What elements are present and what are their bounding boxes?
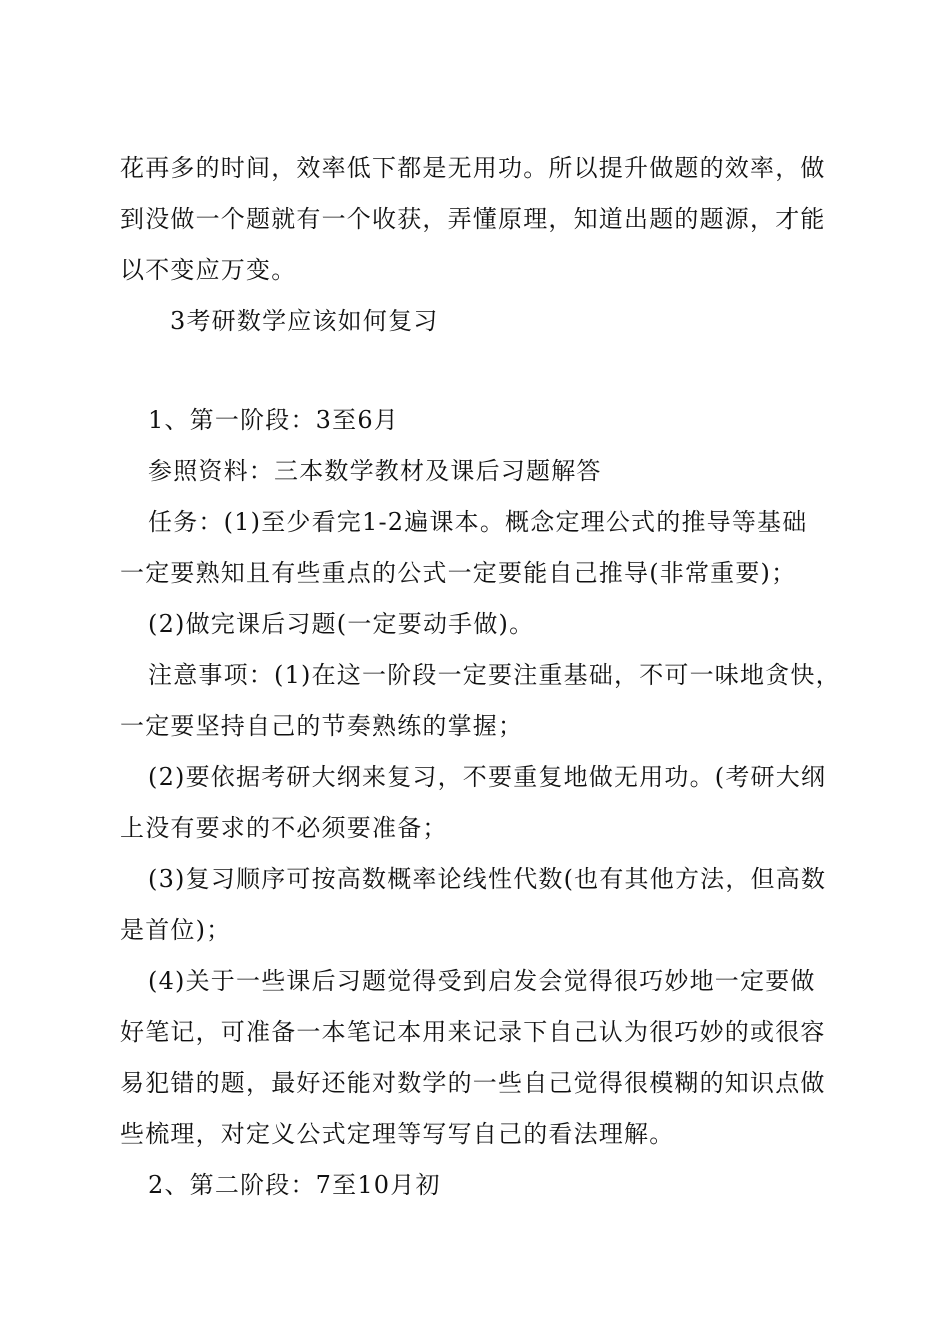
stage-heading: 1、第一阶段：3至6月: [148, 406, 400, 434]
paragraph-line: 易犯错的题，最好还能对数学的一些自己觉得很模糊的知识点做: [120, 1069, 826, 1097]
paragraph-line: 上没有要求的不必须要准备；: [120, 814, 448, 842]
paragraph-line: (2)要依据考研大纲来复习，不要重复地做无用功。(考研大纲: [148, 763, 827, 791]
paragraph-line: 些梳理，对定义公式定理等写写自己的看法理解。: [120, 1120, 675, 1148]
paragraph-line: (4)关于一些课后习题觉得受到启发会觉得很巧妙地一定要做: [148, 967, 816, 995]
section-heading: 3考研数学应该如何复习: [170, 307, 439, 335]
paragraph-line: (3)复习顺序可按高数概率论线性代数(也有其他方法，但高数: [148, 865, 827, 893]
paragraph-line: 以不变应万变。: [120, 256, 297, 284]
paragraph-line: 花再多的时间，效率低下都是无用功。所以提升做题的效率，做: [120, 154, 826, 182]
paragraph-line: 任务：(1)至少看完1-2遍课本。概念定理公式的推导等基础: [148, 508, 808, 536]
paragraph-line: 是首位)；: [120, 916, 232, 944]
stage-heading: 2、第二阶段：7至10月初: [148, 1171, 441, 1199]
paragraph-line: 到没做一个题就有一个收获，弄懂原理，知道出题的题源，才能: [120, 205, 826, 233]
paragraph-line: (2)做完课后习题(一定要动手做)。: [148, 610, 535, 638]
paragraph-line: 参照资料：三本数学教材及课后习题解答: [148, 457, 602, 485]
paragraph-line: 好笔记，可准备一本笔记本用来记录下自己认为很巧妙的或很容: [120, 1018, 826, 1046]
paragraph-line: 一定要坚持自己的节奏熟练的掌握；: [120, 712, 524, 740]
paragraph-line: 注意事项：(1)在这一阶段一定要注重基础，不可一味地贪快，: [148, 661, 841, 689]
paragraph-line: 一定要熟知且有些重点的公式一定要能自己推导(非常重要)；: [120, 559, 797, 587]
